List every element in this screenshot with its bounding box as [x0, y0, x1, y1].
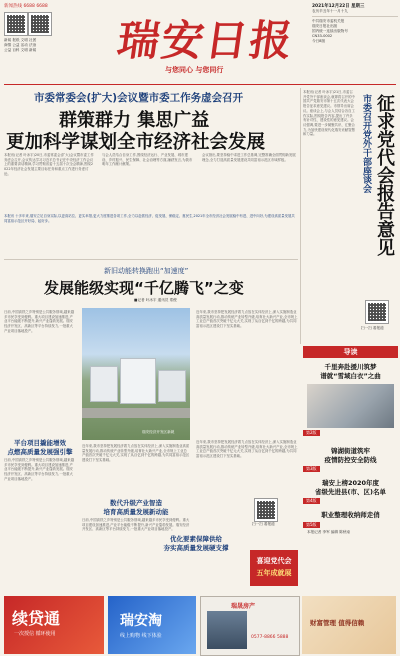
ad4-text: 财富管理 值得信赖 — [310, 619, 365, 627]
guide-item[interactable] — [303, 478, 398, 496]
photo-building — [120, 358, 156, 404]
promo-line1: 喜迎党代会 — [256, 557, 292, 565]
promo-banner[interactable] — [250, 550, 298, 586]
subhead-1-line2: 点燃高质量发展强引擎 — [7, 448, 73, 456]
issue-info-line: 国内统一连续出版物号 — [312, 28, 348, 33]
mid-body-right: 近年来,我市坚持把发展经济着力点放在实体经济上,深入实施制造业高质量发展行动,推动传统产业转型升级,培育壮大新兴产业,全市规上工业总产值首次突破千亿元大关,实现了从百亿到千亿的跨越,为共同富裕示范区建设打下坚实基础。 — [196, 310, 298, 329]
guide-panel — [303, 346, 398, 592]
issue-info-line: 中共瑞安市委机关报 — [312, 18, 345, 23]
mid-body-center-lower: 日前,中国高铁之乡特别是公共服务领域,越来越多市民享受到便利。重大项目建设加速推进,产业平台能级不断提升,新兴产业蓬勃发展。瑞安经济开发区、高新区等平台持续发力,一批重大产业项目落地投产。 — [82, 518, 190, 532]
ad2-subtitle: 线上购物 线下体验 — [120, 633, 162, 639]
masthead-rule — [4, 84, 396, 85]
hotline-label: 新闻热线 — [4, 4, 22, 9]
mid-body-lower-left: 日前,中国高铁之乡特别是公共服务领域,越来越多市民享受到便利。重大项目建设加速推进,产业平台能级不断提升,新兴产业蓬勃发展。瑞安经济开发区、高新区等平台持续发力,一批重大产业项目落地投产。 — [4, 458, 74, 481]
mid-subhead-3[interactable] — [144, 534, 248, 552]
section-rule — [4, 259, 298, 260]
issue-info-line: CN33-0002 — [312, 33, 333, 38]
ad-xudaitong[interactable] — [4, 596, 104, 654]
issue-weekday: 星期三 — [351, 4, 365, 9]
subhead-2-line2: 培育高质量发展新动能 — [103, 508, 169, 516]
masthead-qr-code-2[interactable] — [28, 12, 52, 36]
guide-label: 导读 — [303, 346, 398, 358]
photo-caption: 瑞安经济开发区新貌 — [142, 430, 175, 434]
guide-photo[interactable] — [307, 384, 394, 428]
lead-body-col1: 本报讯(记者 叶冰宇)20日,市委常委会(扩大)会议暨市委工作务虚会召开,会议传达学习习近平总书记在中央经济工作会议上的重要讲话精神,学习贯彻省委十五届十次全会精神,围绕2022年经济社会发展主要目标任务和重点工作进行务虚讨论。 — [4, 153, 94, 176]
lead-story — [4, 88, 298, 258]
guide-item-subtitle: 疫情防控安全防线 — [324, 456, 377, 464]
lead-headline-line2[interactable]: 更加科学谋划全市经济社会发展 — [6, 132, 266, 153]
sidebar-qr-code[interactable] — [365, 300, 389, 324]
lead-kicker[interactable]: 市委常委会(扩大)会议暨市委工作务虚会召开 — [34, 92, 244, 104]
guide-item-subtitle: 谱就“雪域白衣”之曲 — [320, 372, 381, 380]
paper-title: 瑞安日报 — [114, 16, 298, 65]
subhead-2-line1: 数代升级产业智造 — [110, 499, 162, 507]
issue-date: 2021年12月22日 — [312, 4, 350, 9]
photo-road — [82, 408, 190, 418]
mid-qr-caption: 扫一扫 看报道 — [252, 522, 275, 526]
ad1-subtitle: 一次授信 循环使用 — [14, 631, 56, 637]
sidebar-vertical-headline[interactable]: 征求党代会报告意见 — [374, 94, 395, 256]
photo-building — [158, 370, 186, 402]
sidebar-qr-caption: 扫一扫 看报道 — [361, 326, 384, 330]
guide-page-tag: 第3版 — [303, 466, 320, 472]
lead-summary: 本报讯 十多年来,瑞安立足自身实际,以更高站位、更实举措,更大力度推进各项工作,全力以赴抓经济、促发展、保稳定、惠民生,2021年全市经济社会发展稳中有进、进中向好,为建设高质量发展共同富裕示范区开好局、起好步。 — [4, 214, 295, 223]
ad1-title: 续贷通 — [12, 609, 61, 628]
mid-qr-code[interactable] — [254, 498, 278, 522]
mid-byline: ■记者 叶冰宇 通讯员 郑俊 — [134, 298, 177, 302]
photo-building — [90, 366, 118, 402]
mid-kicker[interactable]: 新旧动能转换跑出“加速度” — [104, 267, 189, 275]
ad3-phone: 0577-8866 5888 — [251, 635, 289, 640]
mid-body-center: 近年来,我市坚持把发展经济着力点放在实体经济上,深入实施制造业高质量发展行动,推动传统产业转型升级,培育壮大新兴产业,全市规上工业总产值首次突破千亿元大关,实现了从百亿到千亿的跨越,为共同富裕示范区建设打下坚实基础。 — [82, 444, 190, 463]
hotline — [4, 3, 48, 9]
guide-page-tag: 第5版 — [303, 522, 320, 528]
mid-story — [4, 262, 298, 562]
masthead-qr-code[interactable] — [4, 12, 28, 36]
guide-item-title: 职业整理收纳师走俏 — [321, 511, 380, 519]
hotline-number: 6688 6688 — [23, 4, 48, 9]
mid-subhead-2[interactable] — [84, 498, 188, 516]
column-rule — [300, 88, 301, 344]
mid-subhead-1[interactable] — [4, 438, 76, 456]
mid-headline[interactable]: 发展能级实现“千亿腾飞”之变 — [44, 279, 244, 297]
ad2-brand: 瑞安淘 — [120, 613, 162, 629]
guide-page-tag: 第4版 — [303, 498, 320, 504]
ads-row — [0, 596, 400, 656]
masthead-left-links — [4, 38, 74, 53]
left-link-row[interactable]: 商情 公益 活动 法治 — [4, 43, 37, 47]
lead-headline-line1[interactable]: 群策群力 集思广益 — [59, 110, 210, 131]
guide-item-title: 瑞安上榜2020年度 — [321, 479, 380, 487]
lead-body-col3: 会议指出,要坚持稳中求进工作总基调,完整准确全面贯彻新发展理念,全力打造高质量发展建设共同富裕示范区市域样板。 — [202, 153, 296, 162]
ad3-brand: 瑞晟房产 — [231, 603, 256, 610]
guide-item-subtitle: 省级先进县(市、区)名单 — [315, 488, 386, 496]
guide-item-title: 千里奔赴援川筑梦 — [324, 363, 377, 371]
ad-real-estate[interactable] — [200, 596, 300, 656]
sidebar-feature — [303, 88, 398, 344]
guide-item-title: 锦湖街道筑牢 — [331, 447, 370, 455]
industrial-park-photo[interactable] — [82, 308, 190, 440]
left-link-row[interactable]: 新闻 报纸 文明 社团 — [4, 38, 37, 42]
issue-info-line: 今日8版 — [312, 38, 326, 43]
left-link-row[interactable]: 公益 百科 文明 新闻 — [4, 48, 37, 52]
sidebar-body: 本报讯(记者 叶冰宇)21日,市委召开党外干部座谈会,就即将召开的中国共产党瑞安市第十五次代表大会报告征求意见建议。市领导出席会议。座谈会上,与会人员结合各自工作实际,围绕报告内容,提出了许多有针对性、建设性的意见建议。会议强调,要进一步凝聚共识、汇聚合力,为加快建设现代化瑞安贡献智慧和力量。 — [303, 90, 355, 137]
guide-item[interactable] — [303, 510, 398, 519]
masthead — [0, 0, 400, 86]
guide-page-tag: 第2版 — [303, 430, 320, 436]
ad-ruiantao[interactable] — [108, 596, 196, 654]
mid-body-right-lower: 近年来,我市坚持把发展经济着力点放在实体经济上,深入实施制造业高质量发展行动,推动传统产业转型升级,培育壮大新兴产业,全市规上工业总产值首次突破千亿元大关,实现了从百亿到千亿的跨越,为共同富裕示范区建设打下坚实基础。 — [196, 440, 298, 459]
subhead-3-line2: 夯实高质量发展硬支撑 — [163, 544, 229, 552]
masthead-date-block — [312, 3, 398, 44]
issue-info-line: 瑞安日报社出版 — [312, 23, 338, 28]
guide-credits: 本报记者 李军 编辑 陈秋南 — [307, 530, 350, 534]
guide-item[interactable] — [303, 446, 398, 464]
subhead-1-line1: 平台项目撬能增效 — [14, 439, 66, 447]
ad-bank[interactable] — [302, 596, 396, 654]
subhead-3-line1: 优化要素保障供给 — [170, 535, 222, 543]
paper-slogan: 与您同心 与您同行 — [165, 66, 224, 74]
lead-body-col2: 与会人员结合自身工作,围绕经济运行、产业发展、城市建设、乡村振兴、民生保障、社会治理等方面,踊跃发言,为我市明年工作献计献策。 — [102, 153, 193, 167]
ad3-building-icon — [207, 611, 247, 649]
mid-body-left: 日前,中国高铁之乡特别是公共服务领域,越来越多市民享受到便利。重大项目建设加速推进,产业平台能级不断提升,新兴产业蓬勃发展。瑞安经济开发区、高新区等平台持续发力,一批重大产业项目落地投产。 — [4, 310, 74, 333]
promo-line2: 五年成就展 — [256, 569, 292, 577]
lunar-date: 农历辛丑年十一月十九 — [312, 9, 348, 13]
sidebar-vertical-kicker[interactable]: 市委召开党外干部座谈会 — [361, 94, 371, 193]
guide-item[interactable] — [303, 362, 398, 380]
